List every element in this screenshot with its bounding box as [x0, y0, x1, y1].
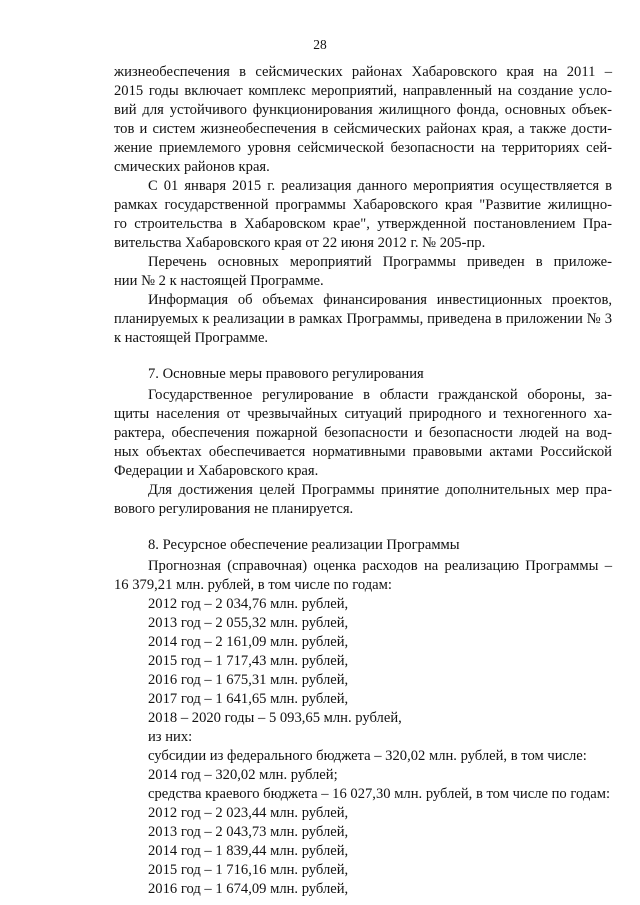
text-line: планируемых к реализации в рамках Программы, приведена в приложении № 3 [114, 311, 612, 327]
text-line: рамках государственной программы Хабаровского края "Развитие жилищно- [114, 197, 612, 213]
text-line: из них: [148, 729, 193, 745]
list-item: 2012 год – 2 023,44 млн. рублей, [148, 805, 349, 821]
list-item: 2012 год – 2 034,76 млн. рублей, [148, 596, 349, 612]
text-line: Перечень основных мероприятий Программы приведен в приложе- [148, 254, 612, 270]
text-line: смических районов края. [114, 159, 270, 175]
list-item: 2013 год – 2 055,32 млн. рублей, [148, 615, 349, 631]
text-line: вительства Хабаровского края от 22 июня 2012 г. № 205-пр. [114, 235, 486, 251]
text-line: С 01 января 2015 г. реализация данного мероприятия осуществляется в [148, 178, 612, 194]
text-line: 2015 годы включает комплекс мероприятий, направленный на создание усло- [114, 83, 612, 99]
list-item: 2013 год – 2 043,73 млн. рублей, [148, 824, 349, 840]
text-line: субсидии из федерального бюджета – 320,02 млн. рублей, в том числе: [148, 748, 587, 764]
text-line: Для достижения целей Программы принятие дополнительных мер пра- [148, 482, 612, 498]
text-line: рактера, обеспечения пожарной безопасности и безопасности людей на вод- [114, 425, 612, 441]
text-line: Федерации и Хабаровского края. [114, 463, 319, 479]
text-line: Информация об объемах финансирования инвестиционных проектов, [148, 292, 612, 308]
list-item: 2015 год – 1 717,43 млн. рублей, [148, 653, 349, 669]
list-item: 2015 год – 1 716,16 млн. рублей, [148, 862, 349, 878]
text-line: жение приемлемого уровня сейсмической безопасности на территориях сей- [114, 140, 612, 156]
text-line: го строительства в Хабаровском крае", утвержденной постановлением Пра- [114, 216, 612, 232]
text-line: нии № 2 к настоящей Программе. [114, 273, 324, 289]
text-line: средства краевого бюджета – 16 027,30 млн. рублей, в том числе по годам: [148, 786, 611, 802]
text-line: вового регулирования не планируется. [114, 501, 354, 517]
list-item: 2014 год – 320,02 млн. рублей; [148, 767, 338, 783]
list-item: 2016 год – 1 674,09 млн. рублей, [148, 881, 349, 897]
text-line: ных объектах обеспечивается нормативными правовыми актами Российской [114, 444, 612, 460]
list-item: 2014 год – 2 161,09 млн. рублей, [148, 634, 349, 650]
text-line: вий для устойчивого функционирования жилищного фонда, основных объек- [114, 102, 612, 118]
text-line: к настоящей Программе. [114, 330, 269, 346]
text-line: 16 379,21 млн. рублей, в том числе по годам: [114, 577, 392, 593]
text-line: тов и систем жизнеобеспечения в сейсмических районах края, а также дости- [114, 121, 612, 137]
text-line: жизнеобеспечения в сейсмических районах Хабаровского края на 2011 – [114, 64, 612, 80]
section-heading: 7. Основные меры правового регулирования [148, 366, 424, 382]
text-line: Прогнозная (справочная) оценка расходов на реализацию Программы – [148, 558, 612, 574]
list-item: 2017 год – 1 641,65 млн. рублей, [148, 691, 349, 707]
text-line: Государственное регулирование в области гражданской обороны, за- [148, 387, 612, 403]
list-item: 2014 год – 1 839,44 млн. рублей, [148, 843, 349, 859]
text-line: щиты населения от чрезвычайных ситуаций природного и техногенного ха- [114, 406, 612, 422]
list-item: 2018 – 2020 годы – 5 093,65 млн. рублей, [148, 710, 402, 726]
list-item: 2016 год – 1 675,31 млн. рублей, [148, 672, 349, 688]
page-number: 28 [313, 37, 327, 52]
section-heading: 8. Ресурсное обеспечение реализации Программы [148, 537, 460, 553]
